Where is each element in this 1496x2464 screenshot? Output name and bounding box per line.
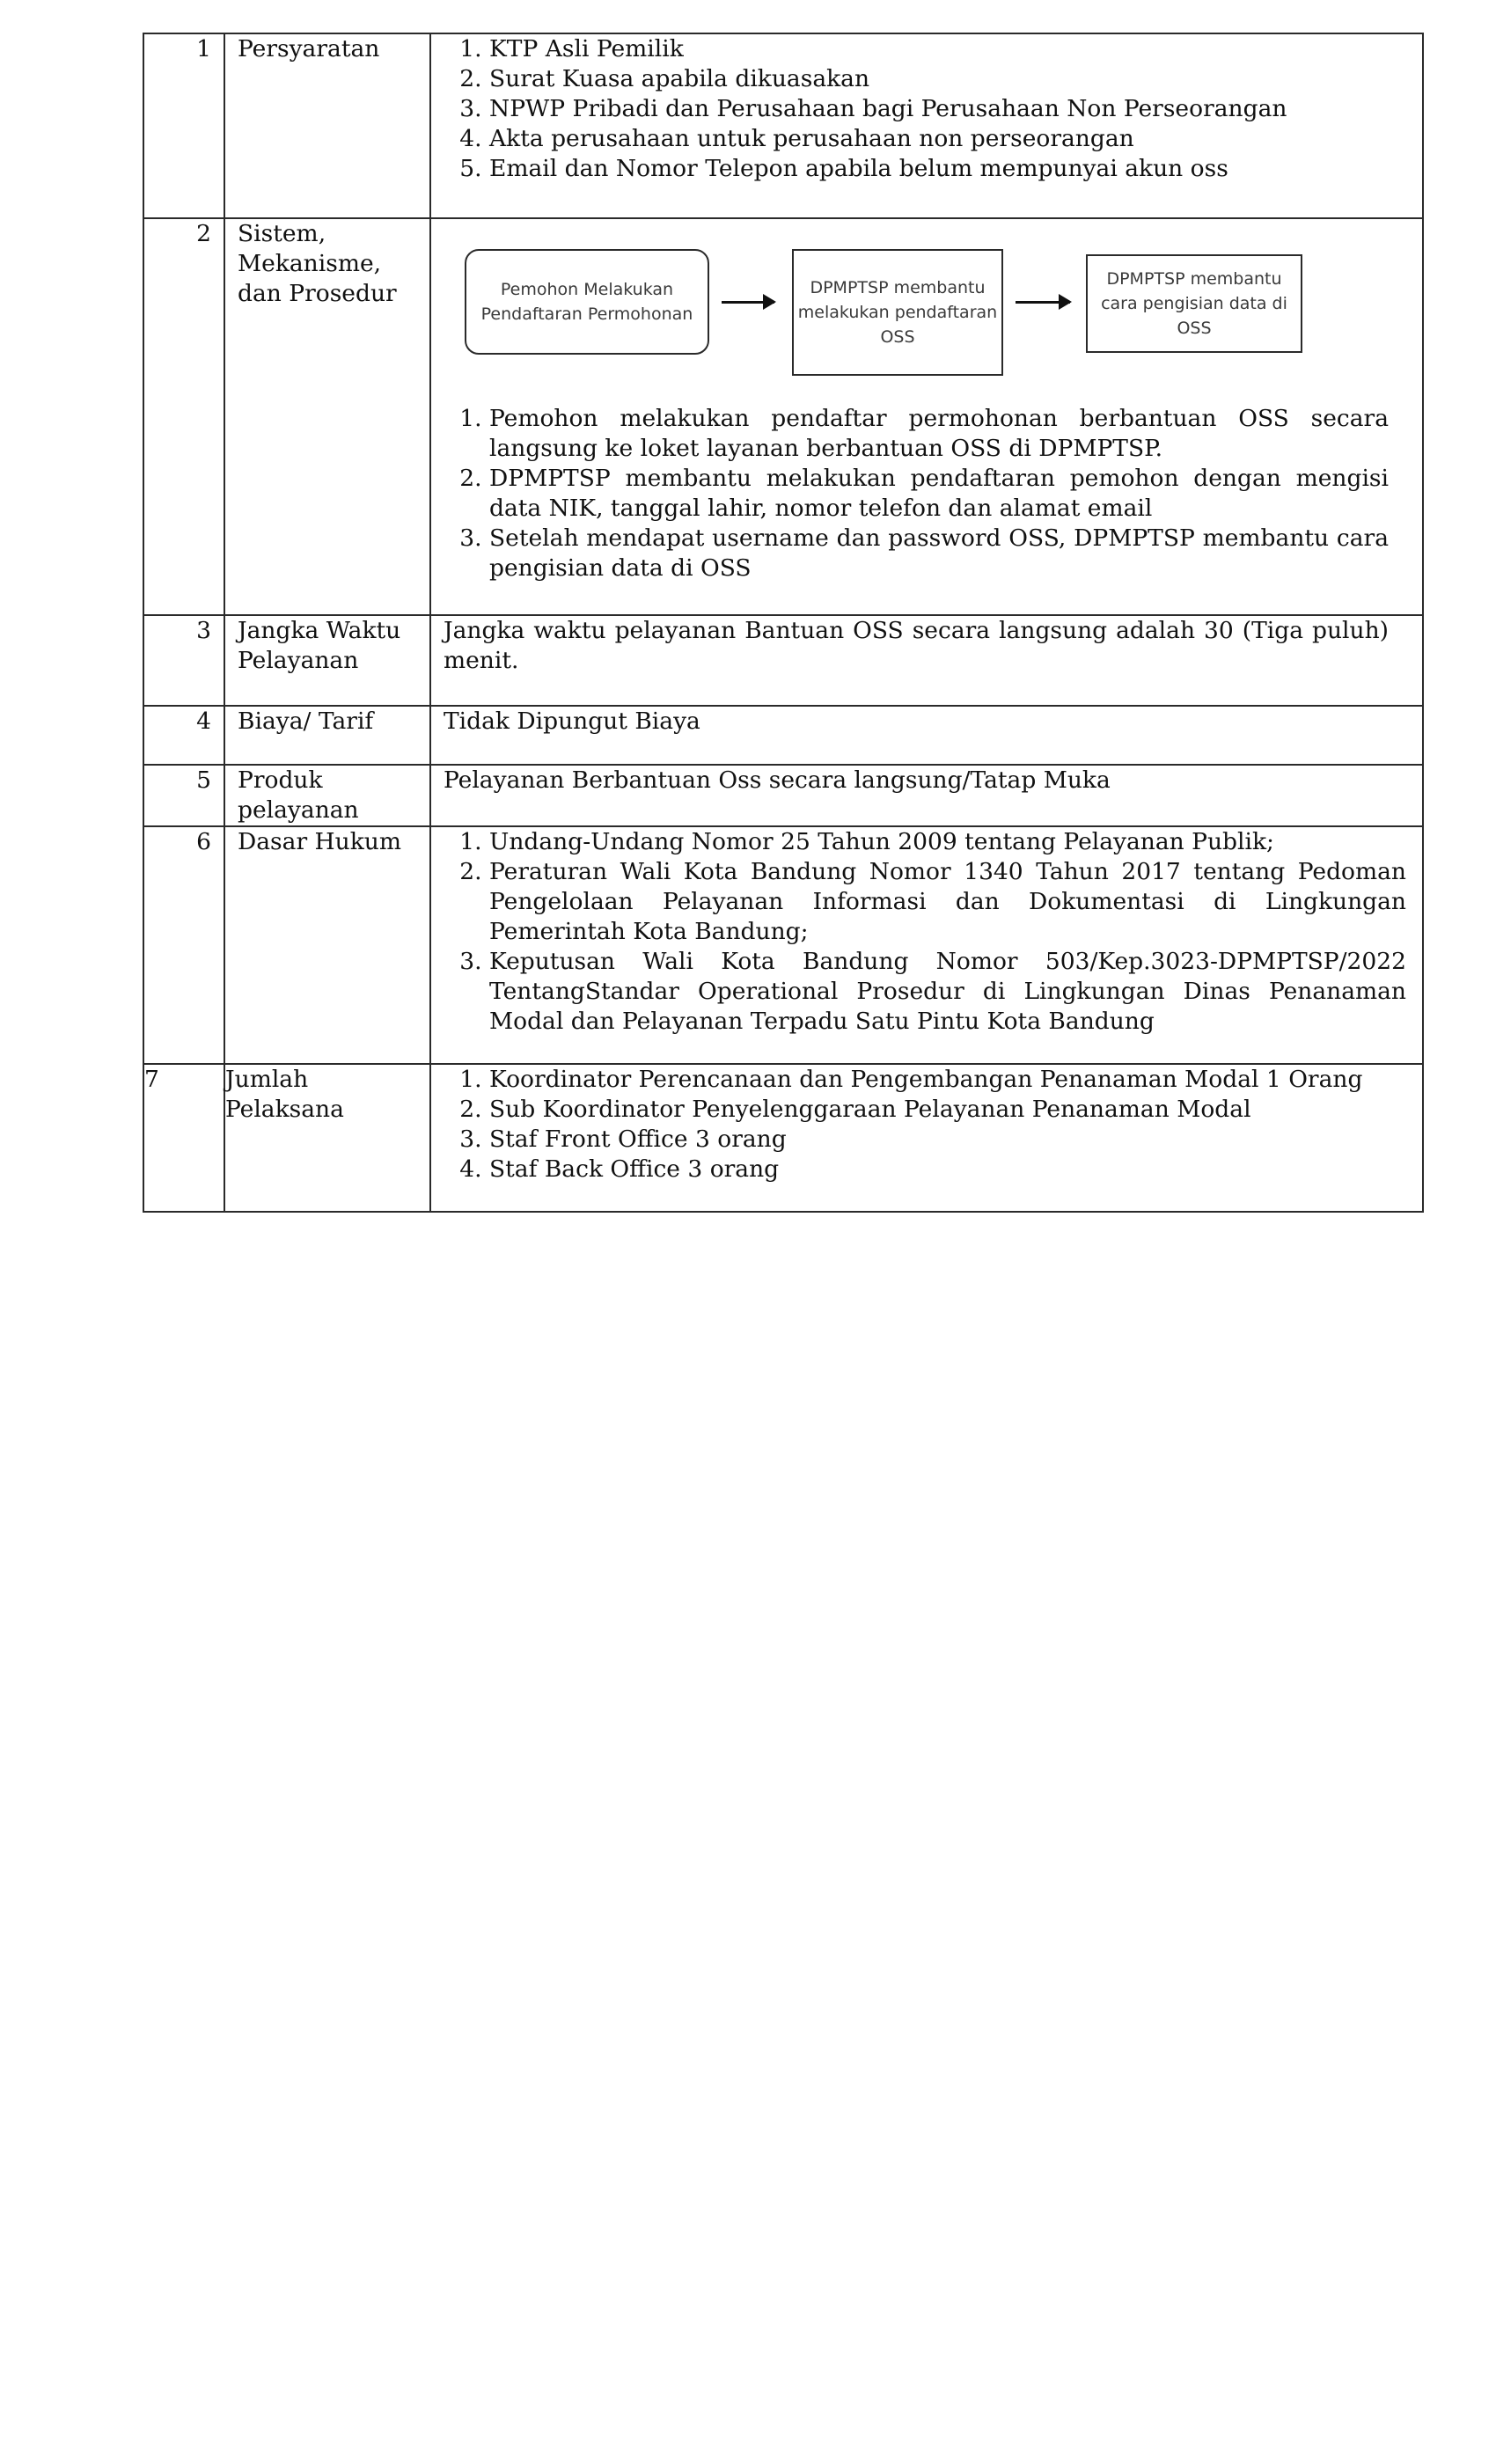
row-number: 7 <box>143 1064 224 1212</box>
flow-step-2: DPMPTSP membantu melakukan pendaftaran OSS <box>792 249 1003 376</box>
row-label: Persyaratan <box>224 33 430 218</box>
row-number: 1 <box>143 33 224 218</box>
list-item: 2. Sub Koordinator Penyelenggaraan Pelayanan Penanaman Modal <box>489 1095 1406 1125</box>
table-row-jangka-waktu <box>143 615 1423 706</box>
flow-arrow <box>1016 301 1070 304</box>
row-label: Produk pelayanan <box>224 765 430 826</box>
list-item: 2. DPMPTSP membantu melakukan pendaftaran pemohon dengan mengisi data NIK, tanggal lahir, nomor telefon dan alamat email <box>489 464 1389 524</box>
list-item: 1. Pemohon melakukan pendaftar permohonan berbantuan OSS secara langsung ke loket layanan berbantuan OSS di DPMPTSP. <box>489 404 1389 464</box>
table-row-persyaratan <box>143 33 1423 218</box>
legal-basis-list <box>444 827 1406 1037</box>
row-content: Pelayanan Berbantuan Oss secara langsung/Tatap Muka <box>430 765 1423 826</box>
flow-arrow <box>722 301 774 304</box>
list-item: 2. Peraturan Wali Kota Bandung Nomor 1340 Tahun 2017 tentang Pedoman Pengelolaan Pelayanan Informasi dan Dokumentasi di Lingkungan Pemerintah Kota Bandung; <box>489 857 1406 947</box>
procedure-flow-diagram <box>452 242 1332 392</box>
list-item: 3. Setelah mendapat username dan password OSS, DPMPTSP membantu cara pengisian data di OSS <box>489 524 1389 583</box>
row-number: 4 <box>143 706 224 765</box>
row-number: 3 <box>143 615 224 706</box>
row-number: 2 <box>143 218 224 615</box>
row-label: Jumlah Pelaksana <box>224 1064 430 1212</box>
row-content <box>430 218 1423 615</box>
list-item: 4. Akta perusahaan untuk perusahaan non perseorangan <box>489 124 1406 154</box>
procedure-list <box>444 404 1389 583</box>
list-item: 1. Koordinator Perencanaan dan Pengembangan Penanaman Modal 1 Orang <box>489 1065 1406 1095</box>
staff-list <box>444 1065 1406 1184</box>
row-number: 6 <box>143 826 224 1064</box>
row-content: Jangka waktu pelayanan Bantuan OSS secara langsung adalah 30 (Tiga puluh) menit. <box>430 615 1423 706</box>
list-item: 4. Staf Back Office 3 orang <box>489 1155 1406 1184</box>
row-content <box>430 1064 1423 1212</box>
list-item: 1. KTP Asli Pemilik <box>489 34 1406 64</box>
row-number: 5 <box>143 765 224 826</box>
row-label: Sistem, Mekanisme, dan Prosedur <box>224 218 430 615</box>
table-row-dasar-hukum <box>143 826 1423 1064</box>
service-standard-table <box>143 33 1424 1213</box>
table-row-pelaksana <box>143 1064 1423 1212</box>
list-item: 3. Keputusan Wali Kota Bandung Nomor 503/Kep.3023-DPMPTSP/2022 TentangStandar Operational Prosedur di Lingkungan Dinas Penanaman Modal dan Pelayanan Terpadu Satu Pintu Kota Bandung <box>489 947 1406 1037</box>
flow-step-3: DPMPTSP membantu cara pengisian data di OSS <box>1086 254 1302 353</box>
list-item: 3. NPWP Pribadi dan Perusahaan bagi Perusahaan Non Perseorangan <box>489 94 1406 124</box>
table-row-prosedur <box>143 218 1423 615</box>
requirements-list <box>444 34 1406 184</box>
list-item: 3. Staf Front Office 3 orang <box>489 1125 1406 1155</box>
row-content <box>430 33 1423 218</box>
flow-step-1: Pemohon Melakukan Pendaftaran Permohonan <box>465 249 709 355</box>
table-row-produk <box>143 765 1423 826</box>
row-content: Tidak Dipungut Biaya <box>430 706 1423 765</box>
list-item: 5. Email dan Nomor Telepon apabila belum mempunyai akun oss <box>489 154 1406 184</box>
list-item: 2. Surat Kuasa apabila dikuasakan <box>489 64 1406 94</box>
list-item: 1. Undang-Undang Nomor 25 Tahun 2009 tentang Pelayanan Publik; <box>489 827 1406 857</box>
row-content <box>430 826 1423 1064</box>
row-label: Dasar Hukum <box>224 826 430 1064</box>
table-row-biaya <box>143 706 1423 765</box>
row-label: Biaya/ Tarif <box>224 706 430 765</box>
row-label: Jangka Waktu Pelayanan <box>224 615 430 706</box>
